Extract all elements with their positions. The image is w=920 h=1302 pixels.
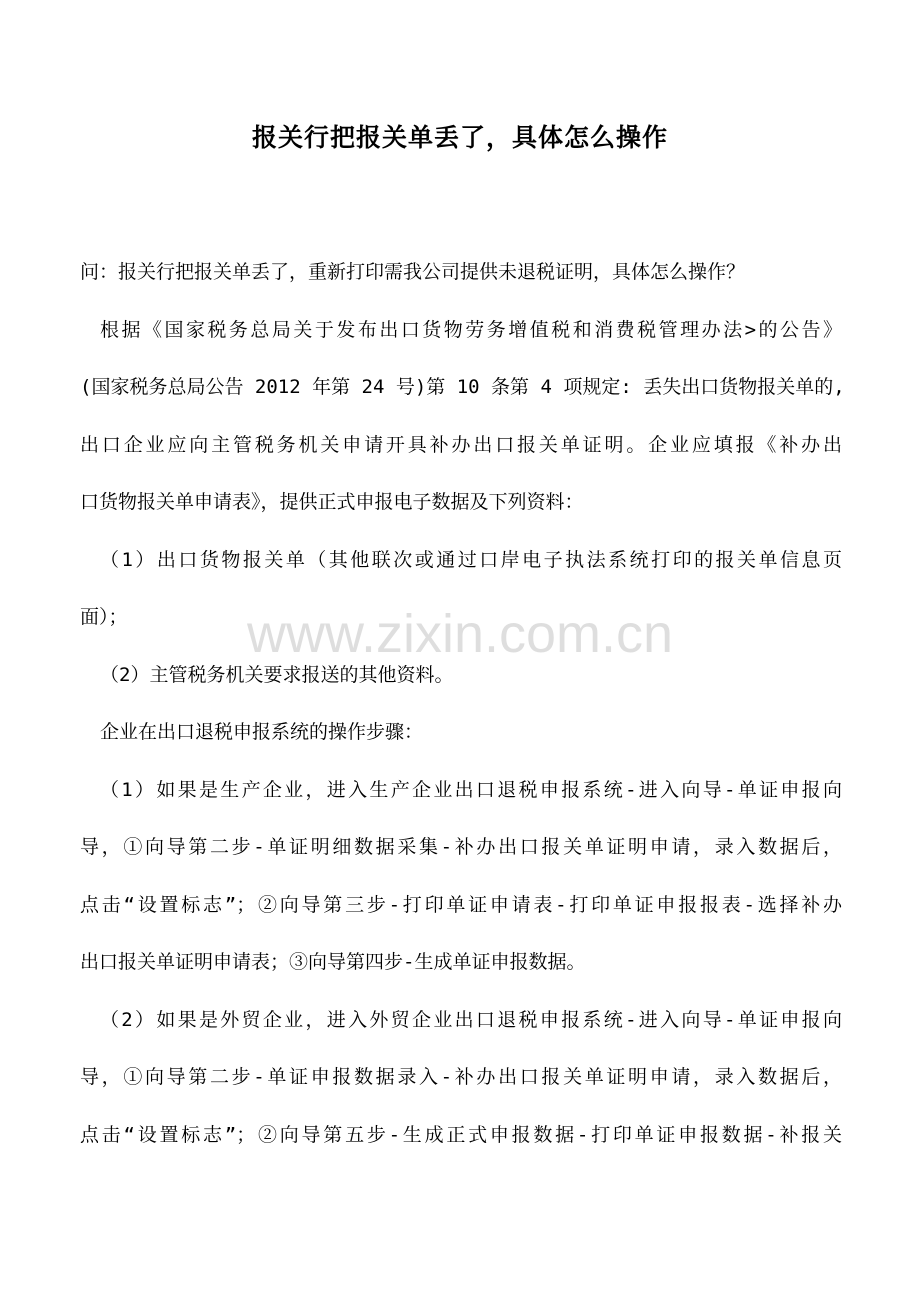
body-line: 出口企业应向主管税务机关申请开具补办出口报关单证明。企业应填报《补办出 bbox=[80, 433, 842, 456]
document-body bbox=[80, 254, 845, 1174]
body-line: 点击“设置标志”；②向导第三步-打印单证申请表-打印单证申报报表-选择补办 bbox=[80, 893, 842, 916]
body-line: 企业在出口退税申报系统的操作步骤： bbox=[100, 721, 424, 743]
body-line: （2）如果是外贸企业，进入外贸企业出口退税申报系统-进入向导-单证申报向 bbox=[100, 1008, 842, 1031]
body-line: 导，①向导第二步-单证明细数据采集-补办出口报关单证明申请，录入数据后， bbox=[80, 836, 842, 858]
body-line: 导，①向导第二步-单证申报数据录入-补办出口报关单证明申请，录入数据后， bbox=[80, 1066, 842, 1088]
body-line: 口货物报关单申请表》，提供正式申报电子数据及下列资料： bbox=[80, 491, 584, 513]
body-line: 面）； bbox=[80, 606, 128, 628]
body-line: 根据《国家税务总局关于发布出口货物劳务增值税和消费税管理办法>的公告》 bbox=[100, 318, 842, 341]
body-line: 出口报关单证明申请表；③向导第四步-生成单证申报数据。 bbox=[80, 951, 586, 973]
body-line: （1）如果是生产企业，进入生产企业出口退税申报系统-进入向导-单证申报向 bbox=[100, 778, 842, 801]
body-line: （1）出口货物报关单（其他联次或通过口岸电子执法系统打印的报关单信息页 bbox=[100, 548, 842, 571]
watermark: www.zixin.com.cn bbox=[246, 604, 674, 664]
body-line: 点击“设置标志”；②向导第五步-生成正式申报数据-打印单证申报数据-补报关 bbox=[80, 1123, 842, 1146]
document-title: 报关行把报关单丢了，具体怎么操作 bbox=[251, 123, 668, 152]
body-line: 问：报关行把报关单丢了，重新打印需我公司提供未退税证明，具体怎么操作？ bbox=[80, 261, 746, 283]
body-line: (国家税务总局公告 2012 年第 24 号)第 10 条第 4 项规定: 丢失出口货物报关单的, bbox=[80, 376, 845, 398]
body-line: （2）主管税务机关要求报送的其他资料。 bbox=[100, 663, 454, 686]
